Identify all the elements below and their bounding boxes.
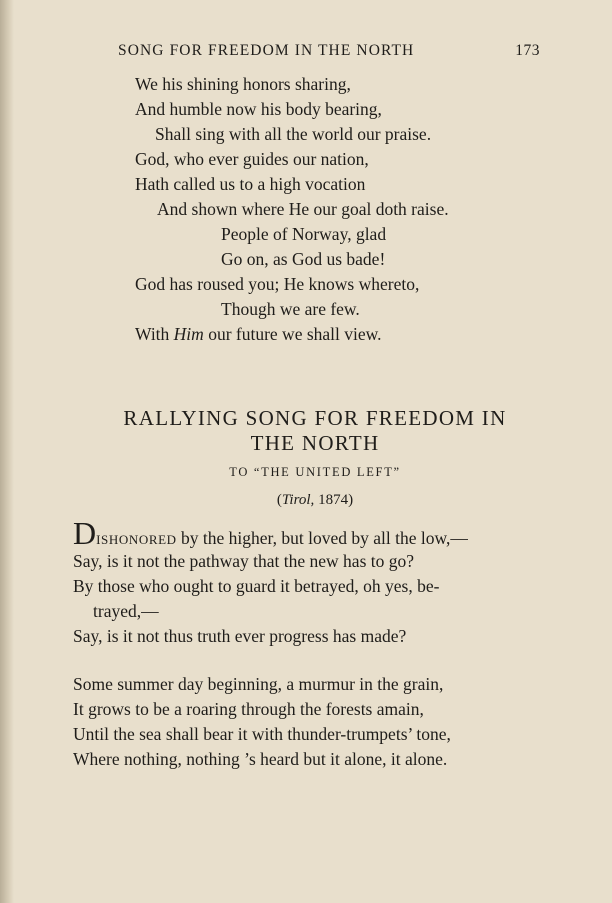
- verse-text: our future we shall view.: [203, 324, 382, 344]
- poem-dedication: TO “THE UNITED LEFT”: [229, 465, 401, 479]
- poem-date-note: [60, 490, 570, 510]
- first-line-text: by the higher, but loved by all the low,—: [176, 528, 468, 548]
- first-word-smallcaps: ISHONORED: [96, 532, 177, 547]
- verse-line: Say, is it not thus truth ever progress has made?: [73, 626, 407, 646]
- page-gutter-edge: [0, 0, 14, 903]
- note-year: 1874): [314, 492, 354, 508]
- verse-line: And humble now his body bearing,: [135, 99, 382, 119]
- verse-line: Say, is it not the pathway that the new has to go?: [73, 551, 415, 571]
- verse-line: By those who ought to guard it betrayed, oh yes, be-: [73, 576, 440, 596]
- drop-cap: D: [73, 515, 97, 551]
- verse-line: Hath called us to a high vocation: [135, 174, 366, 194]
- running-head-title: SONG FOR FREEDOM IN THE NORTH: [118, 42, 415, 59]
- poem-title-line-1: RALLYING SONG FOR FREEDOM IN: [123, 406, 507, 430]
- verse-line: God, who ever guides our nation,: [135, 149, 369, 169]
- running-head: [118, 40, 540, 62]
- note-paren: (: [276, 492, 282, 508]
- page-number: 173: [515, 42, 540, 59]
- verse-line: And shown where He our goal doth raise.: [157, 199, 449, 219]
- verse-line: It grows to be a roaring through the forests amain,: [73, 699, 424, 719]
- verse-line: Some summer day beginning, a murmur in the grain,: [73, 674, 444, 694]
- verse-line: trayed,—: [93, 601, 159, 621]
- poem-title-line-2: THE NORTH: [250, 431, 380, 455]
- verse-line: Where nothing, nothing ’s heard but it alone, it alone.: [73, 749, 448, 769]
- note-place: Tirol,: [281, 492, 315, 508]
- verse-line: Though we are few.: [221, 299, 360, 319]
- verse-line-final: [135, 323, 382, 345]
- verse-line: People of Norway, glad: [221, 224, 387, 244]
- verse-line: God has roused you; He knows whereto,: [135, 274, 420, 294]
- verse-line: Shall sing with all the world our praise.: [155, 124, 432, 144]
- italic-word: Him: [173, 324, 204, 344]
- verse-text: With: [135, 324, 174, 344]
- verse-line: Go on, as God us bade!: [221, 249, 386, 269]
- verse-line: Until the sea shall bear it with thunder-trumpets’ tone,: [73, 724, 451, 744]
- verse-line: We his shining honors sharing,: [135, 74, 351, 94]
